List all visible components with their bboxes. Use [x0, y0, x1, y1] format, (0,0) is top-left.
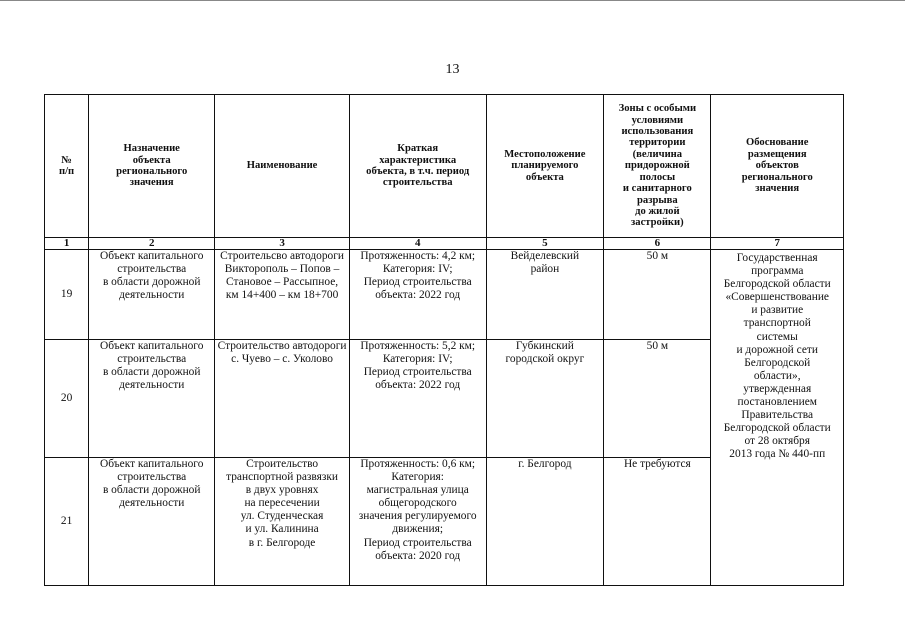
row-location: Вейделевский район: [486, 250, 604, 340]
column-number: 4: [349, 238, 486, 250]
row-zones: Не требуются: [604, 458, 711, 586]
column-number: 3: [215, 238, 350, 250]
header-number: № п/п: [45, 95, 89, 238]
objects-table: [44, 94, 844, 586]
column-numbers-row: [45, 238, 844, 250]
page-top-border: [0, 0, 905, 4]
row-name: Строительство автодороги с. Чуево – с. Уколово: [215, 340, 350, 458]
row-location: г. Белгород: [486, 458, 604, 586]
header-location: Местоположение планируемого объекта: [486, 95, 604, 238]
table-header-row: [45, 95, 844, 238]
row-purpose: Объект капитального строительства в области дорожной деятельности: [89, 340, 215, 458]
row-name: Строительство транспортной развязки в двух уровнях на пересечении ул. Студенческая и ул. Калинина в г. Белгороде: [215, 458, 350, 586]
header-characteristics: Краткая характеристика объекта, в т.ч. период строительства: [349, 95, 486, 238]
column-number: 7: [711, 238, 844, 250]
row-characteristics: Протяженность: 0,6 км; Категория: магистральная улица общегородского значения регулируемого движения; Период строительства объекта: 2020 год: [349, 458, 486, 586]
page-number: 13: [445, 62, 460, 77]
row-number: 19: [45, 250, 89, 340]
column-number: 6: [604, 238, 711, 250]
header-purpose: Назначение объекта регионального значения: [89, 95, 215, 238]
row-number: 21: [45, 458, 89, 586]
header-name: Наименование: [215, 95, 350, 238]
column-number: 1: [45, 238, 89, 250]
row-purpose: Объект капитального строительства в области дорожной деятельности: [89, 250, 215, 340]
column-number: 2: [89, 238, 215, 250]
table-row: [45, 250, 844, 340]
row-zones: 50 м: [604, 340, 711, 458]
header-justification: Обоснование размещения объектов регионального значения: [711, 95, 844, 238]
column-number: 5: [486, 238, 604, 250]
row-name: Строительсво автодороги Викторополь – Попов – Становое – Рассыпное, км 14+400 – км 18+700: [215, 250, 350, 340]
header-zones: Зоны с особыми условиями использования территории (величина придорожной полосы и санитарного разрыва до жилой застройки): [604, 95, 711, 238]
justification-cell: Государственная программа Белгородской области «Совершенствование и развитие транспортной системы и дорожной сети Белгородской области», утвержденная постановлением Правительства Белгородской области от 28 октября 2013 года № 440-пп: [711, 250, 844, 586]
row-purpose: Объект капитального строительства в области дорожной деятельности: [89, 458, 215, 586]
row-location: Губкинский городской округ: [486, 340, 604, 458]
row-characteristics: Протяженность: 5,2 км; Категория: IV; Период строительства объекта: 2022 год: [349, 340, 486, 458]
row-number: 20: [45, 340, 89, 458]
row-characteristics: Протяженность: 4,2 км; Категория: IV; Период строительства объекта: 2022 год: [349, 250, 486, 340]
row-zones: 50 м: [604, 250, 711, 340]
